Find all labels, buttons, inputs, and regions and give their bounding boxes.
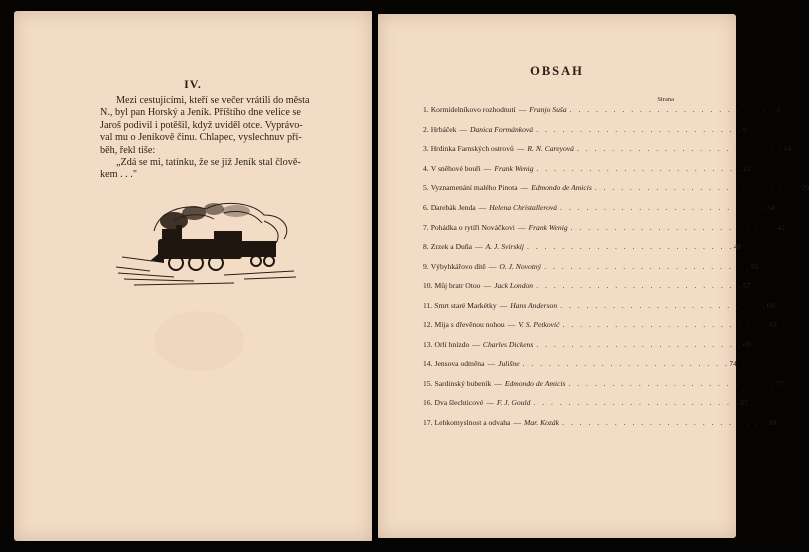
- toc-entry-dash: —: [472, 339, 480, 349]
- toc-entry-number: 16.: [423, 398, 433, 408]
- toc-entry-author: Hans Anderson: [510, 300, 558, 310]
- body-line: Mezi cestujícími, kteří se večer vrátili do města: [116, 95, 310, 106]
- toc-entry-leader-dots: . . . . . . . . . . . . . . . . . . . . . . . .: [522, 359, 730, 369]
- toc-entry-leader-dots: . . . . . . . . . . . . . . . . . . . . . . . .: [536, 339, 744, 349]
- toc-entry-number: 8.: [423, 242, 429, 252]
- toc-entry-author: A. J. Svirskij: [485, 242, 525, 252]
- toc-entry-page: 34: [766, 203, 775, 212]
- toc-entry-leader-dots: . . . . . . . . . . . . . . . . . . . . . . . .: [560, 300, 767, 310]
- right-page: [378, 14, 809, 538]
- toc-entry-leader-dots: . . . . . . . . . . . . . . . . . . . . . . . .: [544, 261, 751, 271]
- toc-entry-title: Hrbáček: [430, 124, 457, 134]
- toc-entry-leader-dots: . . . . . . . . . . . . . . . . . . . . . . . .: [536, 281, 743, 291]
- toc-entry-author: Julišne: [498, 359, 520, 369]
- toc-entry-leader-dots: . . . . . . . . . . . . . . . . . . . . . . . .: [569, 105, 777, 115]
- toc-entry-page: 87: [740, 398, 748, 408]
- toc-entry-author: Frank Wenig: [494, 163, 534, 173]
- toc-entry-title: Orlí hnízdo: [434, 339, 470, 349]
- toc-entry-leader-dots: . . . . . . . . . . . . . . . . . . . . . . . .: [533, 398, 741, 408]
- toc-entry-number: 11.: [423, 300, 433, 310]
- toc-entry-dash: —: [459, 124, 468, 134]
- toc-entry-leader-dots: . . . . . . . . . . . . . . . . . . . . . . . .: [562, 418, 769, 428]
- body-line: Jaroš podivil i potěšil, když uviděl otce. Vyprávo-: [100, 119, 303, 131]
- toc-entry-title: Lehkomyslnost a odvaha: [434, 418, 511, 428]
- toc-entry-dash: —: [475, 242, 483, 252]
- toc-entry: [423, 178, 809, 198]
- toc-entry: [423, 139, 792, 159]
- toc-entry-dash: —: [488, 261, 497, 271]
- body-line: N., byl pan Horský a Jeník. Příštího dne velice se: [100, 107, 301, 119]
- toc-entry: [423, 295, 775, 315]
- toc-entry-title: Vyznamenání malého Pinota: [430, 183, 518, 193]
- toc-entry: [423, 315, 777, 335]
- toc-entry: [423, 100, 781, 120]
- toc-entry-dash: —: [507, 320, 516, 330]
- toc-entry-author: Danica Formánková: [470, 124, 534, 134]
- table-of-contents: [423, 100, 809, 432]
- toc-entry-number: 4.: [423, 163, 429, 173]
- toc-entry-page: 29: [801, 183, 809, 193]
- toc-entry-title: Dva šlechticové: [434, 398, 484, 408]
- toc-entry-dash: —: [486, 398, 494, 408]
- toc-entry-number: 3.: [423, 144, 429, 154]
- toc-entry-author: Helena Christallerová: [489, 203, 558, 212]
- toc-entry-page: 57: [742, 281, 751, 291]
- toc-entry-page: 48: [733, 242, 742, 252]
- toc-entry-title: Sardinský bubeník: [434, 378, 492, 388]
- toc-entry-leader-dots: . . . . . . . . . . . . . . . . . . . . . . . .: [536, 163, 744, 173]
- toc-entry-leader-dots: . . . . . . . . . . . . . . . . . . . . . . . .: [568, 378, 776, 388]
- toc-entry-dash: —: [478, 203, 487, 212]
- toc-entry: [423, 393, 748, 413]
- toc-entry-leader-dots: . . . . . . . . . . . . . . . . . . . . . . . .: [570, 222, 778, 232]
- toc-entry-leader-dots: . . . . . . . . . . . . . . . . . . . . . . . .: [560, 203, 767, 212]
- toc-entry-title: Kormidelníkovo rozhodnutí: [430, 105, 516, 115]
- toc-entry-leader-dots: . . . . . . . . . . . . . . . . . . . . . . . .: [562, 320, 770, 330]
- toc-entry-author: R. N. Careyová: [527, 144, 574, 154]
- chapter-heading: IV.: [184, 77, 202, 91]
- toc-entry-dash: —: [520, 183, 529, 193]
- toc-entry-leader-dots: . . . . . . . . . . . . . . . . . . . . . . . .: [576, 144, 784, 154]
- toc-entry: [423, 354, 737, 374]
- toc-entry-dash: —: [516, 144, 525, 154]
- toc-entry-number: 9.: [423, 261, 429, 271]
- toc-entry: [423, 237, 742, 257]
- toc-entry-title: Zrzek a Duňa: [430, 242, 473, 252]
- toc-entry: [423, 256, 759, 276]
- toc-entry: [423, 276, 751, 296]
- toc-entry-page: 21: [743, 163, 751, 173]
- toc-entry-author: Edmondo de Amicis: [531, 183, 592, 193]
- toc-entry-number: 1.: [423, 105, 429, 115]
- toc-entry-author: Mar. Kozák: [524, 418, 560, 428]
- toc-entry-title: Jensova odměna: [434, 359, 485, 369]
- toc-entry-number: 17.: [423, 418, 433, 428]
- toc-entry-dash: —: [513, 418, 522, 428]
- toc-entry-author: O. J. Novotný: [499, 261, 542, 271]
- toc-entry-page: 55: [750, 261, 759, 271]
- toc-entry-number: 2.: [423, 124, 429, 134]
- toc-entry-title: Pohádka o rytíři Nováčkovi: [430, 222, 515, 232]
- toc-entry-author: Frank Wenig: [528, 222, 568, 232]
- body-line: „Zdá se mi, tatínku, že se již Jeník stal člově-: [116, 157, 301, 169]
- toc-entry-page: 89: [768, 418, 777, 428]
- toc-entry-title: Výbyhkářovo dítě: [430, 261, 486, 271]
- toc-entry-leader-dots: . . . . . . . . . . . . . . . . . . . . . . . .: [594, 183, 802, 193]
- toc-entry-number: 7.: [423, 222, 429, 232]
- toc-entry-number: 15.: [423, 378, 433, 388]
- toc-entry-author: Jack London: [494, 281, 534, 291]
- toc-entry-dash: —: [487, 359, 496, 369]
- toc-entry-page: 60: [766, 300, 775, 310]
- toc-entry: [423, 198, 775, 218]
- toc-entry-dash: —: [494, 378, 502, 388]
- paper-stain: [154, 311, 244, 371]
- toc-entry: [423, 413, 777, 433]
- toc-entry: [423, 374, 783, 394]
- toc-entry-dash: —: [518, 105, 527, 115]
- toc-entry-number: 6.: [423, 203, 429, 212]
- body-line: val mu o Jeníkově činu. Chlapec, vyslechnuv pří-: [100, 132, 302, 144]
- page-column-label: Strana: [657, 96, 674, 103]
- toc-entry: [423, 217, 785, 237]
- toc-entry-leader-dots: . . . . . . . . . . . . . . . . . . . . . . . .: [527, 242, 734, 252]
- toc-entry-page: 77: [775, 378, 783, 388]
- toc-entry-number: 14.: [423, 359, 433, 369]
- toc-entry-dash: —: [483, 281, 492, 291]
- toc-entry-number: 13.: [423, 339, 433, 349]
- toc-entry-author: Edmondo de Amicis: [504, 378, 566, 388]
- toc-entry-author: F. J. Gould: [496, 398, 531, 408]
- toc-entry-page: 9: [742, 124, 747, 134]
- toc-entry: [423, 335, 751, 355]
- toc-entry-page: 63: [769, 320, 777, 330]
- toc-entry-number: 12.: [423, 320, 433, 330]
- toc-entry-author: V. S. Petković: [518, 320, 560, 330]
- toc-entry-title: Darebák Jenda: [430, 203, 476, 212]
- toc-entry-page: 69: [743, 339, 751, 349]
- toc-entry-author: Franjo Suša: [529, 105, 567, 115]
- toc-entry-title: Smrt staré Markétky: [434, 300, 497, 310]
- toc-entry: [423, 159, 751, 179]
- toc-entry-author: Charles Dickens: [482, 339, 534, 349]
- toc-entry-title: Míja s dřevěnou nohou: [434, 320, 505, 330]
- toc-entry-title: Můj bratr Otoo: [434, 281, 481, 291]
- body-line: kem . . .": [100, 169, 137, 181]
- toc-entry-number: 10.: [423, 281, 433, 291]
- steam-train-illustration: [114, 191, 299, 291]
- body-line: běh, řekl tiše:: [100, 144, 156, 156]
- left-page: [14, 11, 372, 541]
- contents-title: OBSAH: [530, 64, 584, 78]
- chapter-body-text: [100, 95, 352, 182]
- toc-entry-number: 5.: [423, 183, 429, 193]
- toc-entry-page: 14: [783, 144, 792, 154]
- toc-entry-page: 42: [777, 222, 785, 232]
- toc-entry-page: 74: [729, 359, 737, 369]
- toc-entry-dash: —: [483, 163, 492, 173]
- toc-entry-dash: —: [499, 300, 508, 310]
- toc-entry-leader-dots: . . . . . . . . . . . . . . . . . . . . . . . .: [536, 124, 743, 134]
- toc-entry: [423, 120, 747, 140]
- toc-entry-title: Hrdinka Farnských ostrovů: [430, 144, 514, 154]
- toc-entry-title: V sněhové bouři: [430, 163, 481, 173]
- toc-entry-dash: —: [517, 222, 526, 232]
- toc-entry-page: 5: [776, 105, 781, 115]
